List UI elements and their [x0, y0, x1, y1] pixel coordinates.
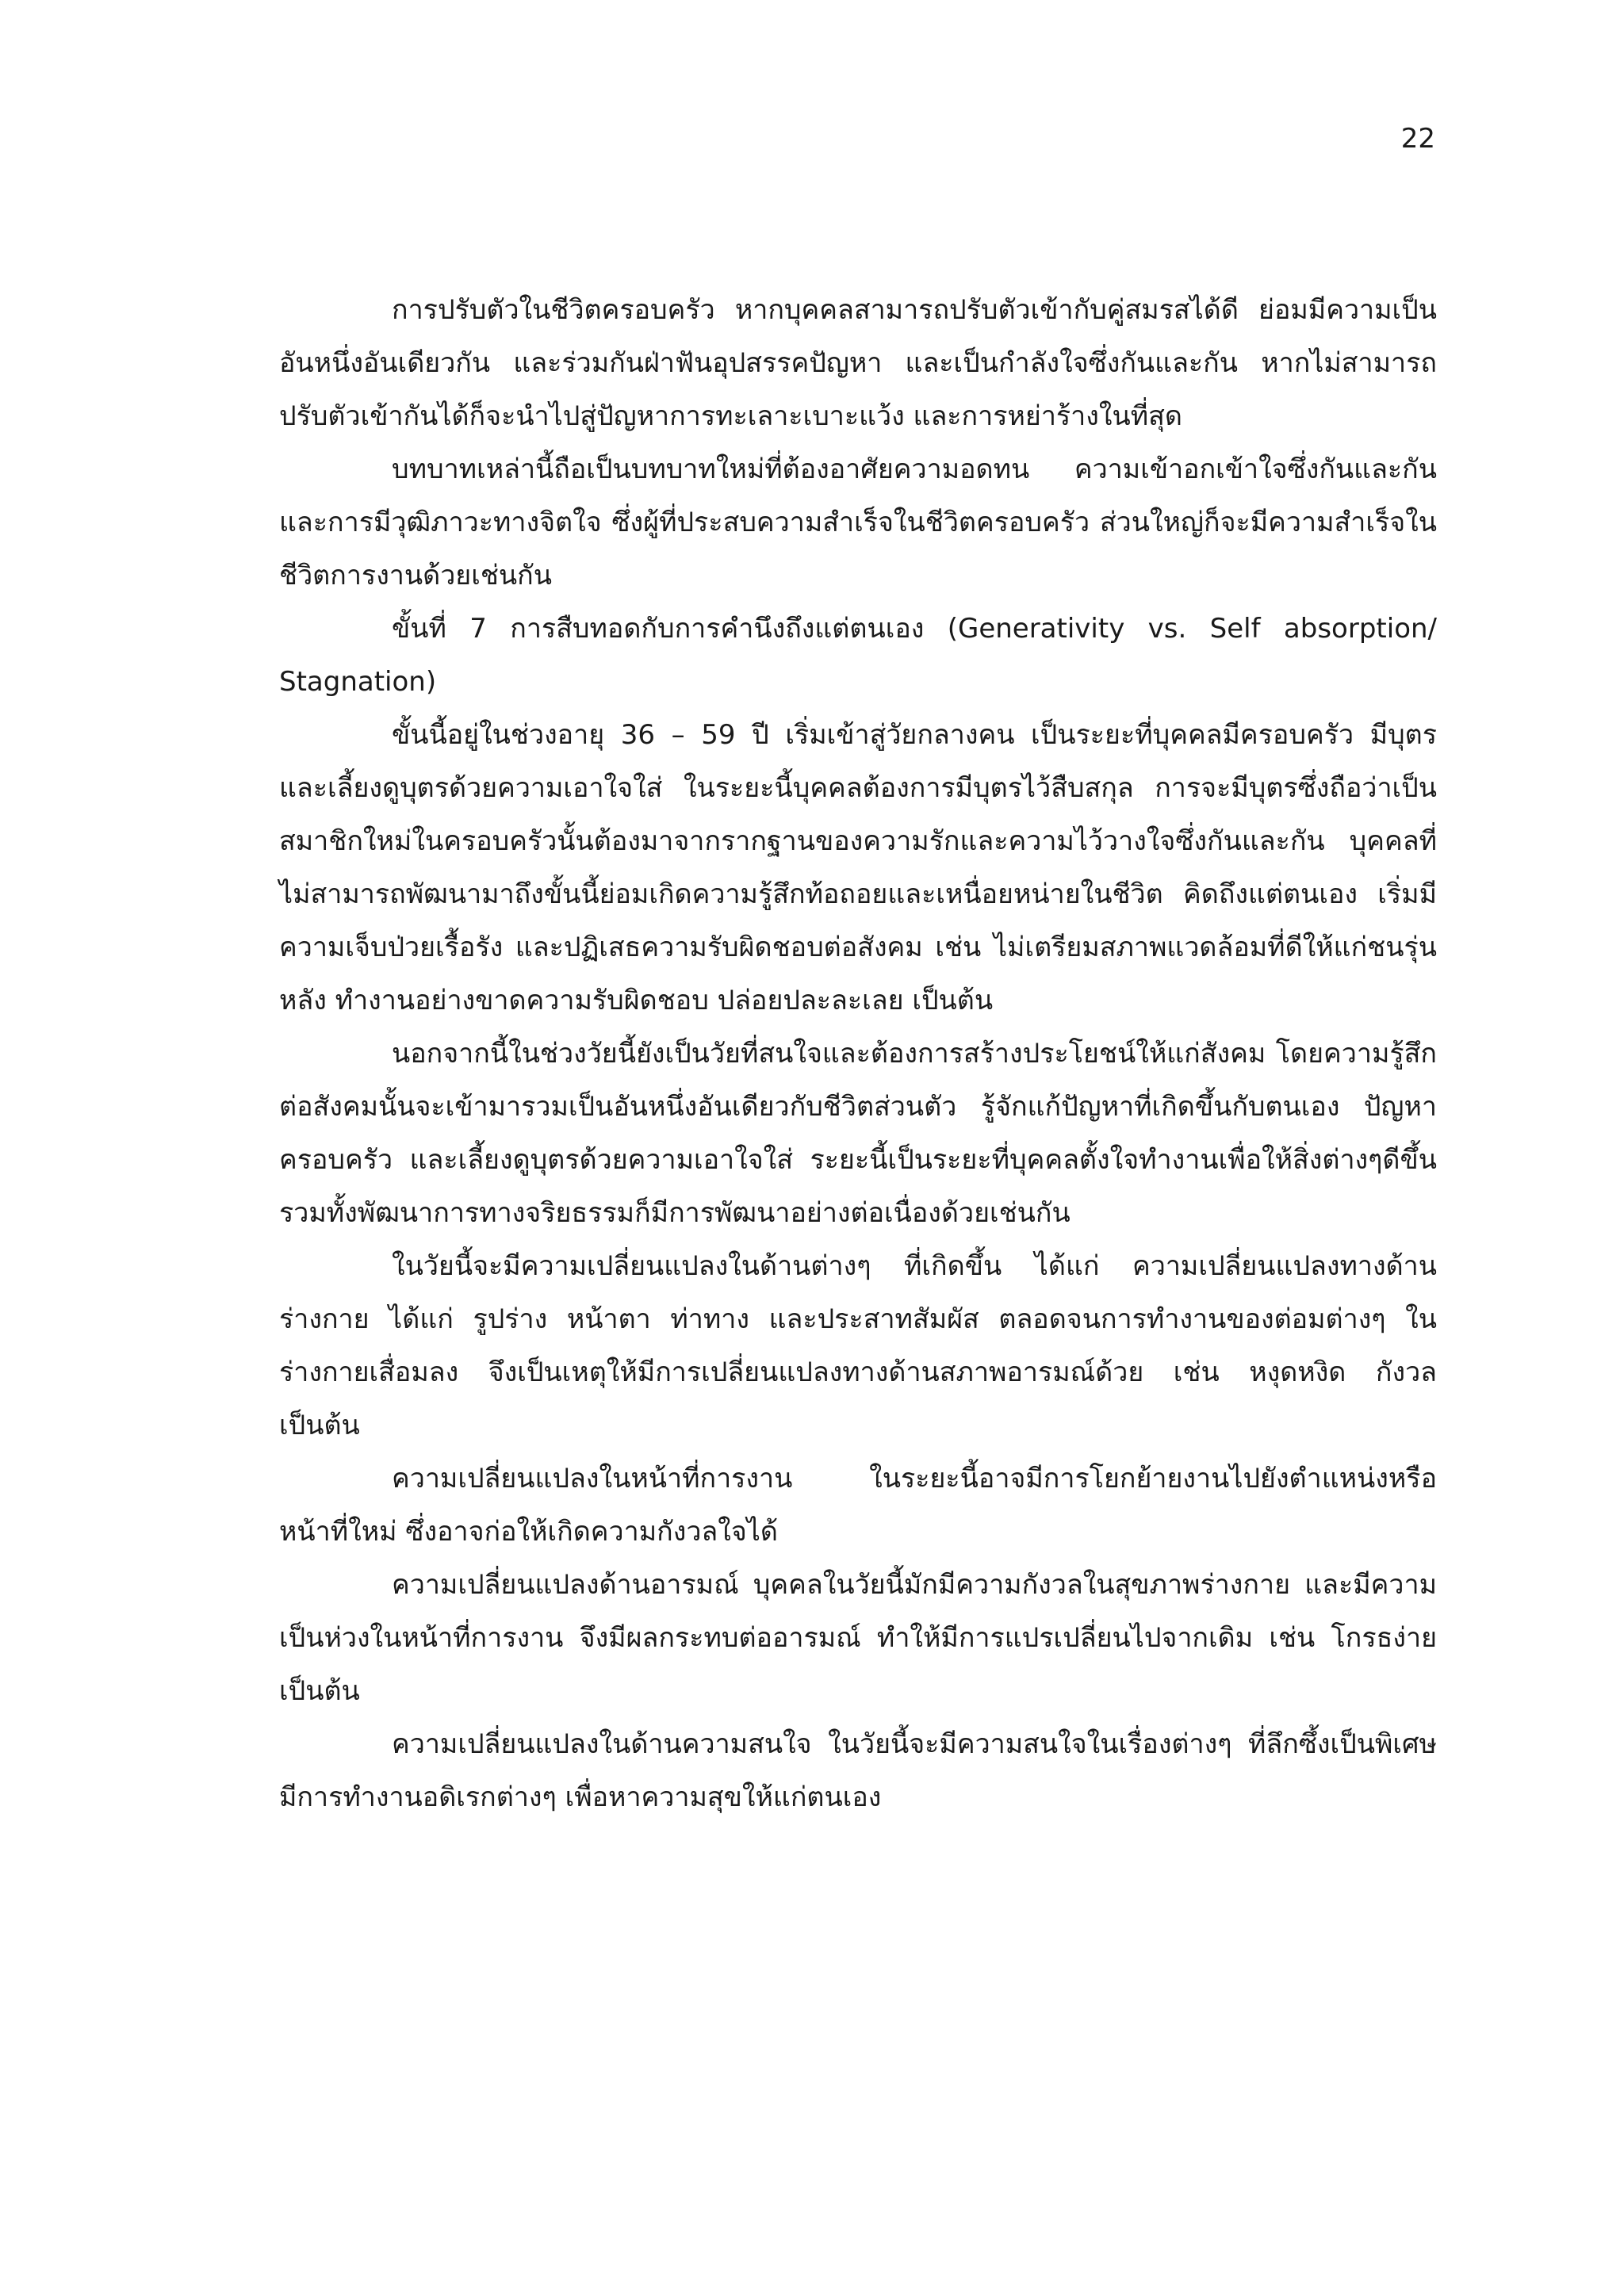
body-text — [279, 284, 1437, 1824]
paragraph-family-adjustment: การปรับตัวในชีวิตครอบครัว หากบุคคลสามารถปรับตัวเข้ากับคู่สมรสได้ดี ย่อมมีความเป็นอันหนึ่งอันเดียวกัน และร่วมกันฝ่าฟันอุปสรรคปัญหา และเป็นกำลังใจซึ่งกันและกัน หากไม่สามารถปรับตัวเข้ากันได้ก็จะนำไปสู่ปัญหาการทะเลาะเบาะแว้ง และการหย่าร้างในที่สุด — [279, 294, 1437, 432]
paragraph-interest-changes: ความเปลี่ยนแปลงในด้านความสนใจ ในวัยนี้จะมีความสนใจในเรื่องต่างๆ ที่ลึกซึ้งเป็นพิเศษ มีการทำงานอดิเรกต่างๆ เพื่อหาความสุขให้แก่ตนเอง — [279, 1728, 1437, 1813]
paragraph-emotional-changes: ความเปลี่ยนแปลงด้านอารมณ์ บุคคลในวัยนี้มักมีความกังวลในสุขภาพร่างกาย และมีความเป็นห่วงในหน้าที่การงาน จึงมีผลกระทบต่ออารมณ์ ทำให้มีการแปรเปลี่ยนไปจากเดิม เช่น โกรธง่าย เป็นต้น — [279, 1569, 1437, 1707]
paragraph-work-changes: ความเปลี่ยนแปลงในหน้าที่การงาน ในระยะนี้อาจมีการโยกย้ายงานไปยังตำแหน่งหรือหน้าที่ใหม่ ซึ่งอาจก่อให้เกิดความกังวลใจได้ — [279, 1463, 1437, 1548]
paragraph-social-contribution: นอกจากนี้ในช่วงวัยนี้ยังเป็นวัยที่สนใจและต้องการสร้างประโยชน์ให้แก่สังคม โดยความรู้สึกต่อสังคมนั้นจะเข้ามารวมเป็นอันหนึ่งอันเดียวกับชีวิตส่วนตัว รู้จักแก้ปัญหาที่เกิดขึ้นกับตนเอง ปัญหาครอบครัว และเลี้ยงดูบุตรด้วยความเอาใจใส่ ระยะนี้เป็นระยะที่บุคคลตั้งใจทำงานเพื่อให้สิ่งต่างๆดีขึ้น รวมทั้งพัฒนาการทางจริยธรรมก็มีการพัฒนาอย่างต่อเนื่องด้วยเช่นกัน — [279, 1038, 1437, 1229]
paragraph-physical-changes: ในวัยนี้จะมีความเปลี่ยนแปลงในด้านต่างๆ ที่เกิดขึ้น ได้แก่ ความเปลี่ยนแปลงทางด้านร่างกาย ได้แก่ รูปร่าง หน้าตา ท่าทาง และประสาทสัมผัส ตลอดจนการทำงานของต่อมต่างๆ ในร่างกายเสื่อมลง จึงเป็นเหตุให้มีการเปลี่ยนแปลงทางด้านสภาพอารมณ์ด้วย เช่น หงุดหงิด กังวล เป็นต้น — [279, 1250, 1437, 1441]
paragraph-middle-age: ขั้นนี้อยู่ในช่วงอายุ 36 – 59 ปี เริ่มเข้าสู่วัยกลางคน เป็นระยะที่บุคคลมีครอบครัว มีบุตร และเลี้ยงดูบุตรด้วยความเอาใจใส่ ในระยะนี้บุคคลต้องการมีบุตรไว้สืบสกุล การจะมีบุตรซึ่งถือว่าเป็นสมาชิกใหม่ในครอบครัวนั้นต้องมาจากรากฐานของความรักและความไว้วางใจซึ่งกันและกัน บุคคลที่ไม่สามารถพัฒนามาถึงขั้นนี้ย่อมเกิดความรู้สึกท้อถอยและเหนื่อยหน่ายในชีวิต คิดถึงแต่ตนเอง เริ่มมีความเจ็บป่วยเรื้อรัง และปฏิเสธความรับผิดชอบต่อสังคม เช่น ไม่เตรียมสภาพแวดล้อมที่ดีให้แก่ชนรุ่นหลัง ทำงานอย่างขาดความรับผิดชอบ ปล่อยปละละเลย เป็นต้น — [279, 719, 1437, 1016]
paragraph-stage-7-heading: ขั้นที่ 7 การสืบทอดกับการคำนึงถึงแต่ตนเอง (Generativity vs. Self absorption/ Stagnation) — [279, 613, 1437, 698]
paragraph-new-roles: บทบาทเหล่านี้ถือเป็นบทบาทใหม่ที่ต้องอาศัยความอดทน ความเข้าอกเข้าใจซึ่งกันและกัน และการมีวุฒิภาวะทางจิตใจ ซึ่งผู้ที่ประสบความสำเร็จในชีวิตครอบครัว ส่วนใหญ่ก็จะมีความสำเร็จในชีวิตการงานด้วยเช่นกัน — [279, 453, 1437, 591]
page-number: 22 — [1400, 123, 1435, 155]
